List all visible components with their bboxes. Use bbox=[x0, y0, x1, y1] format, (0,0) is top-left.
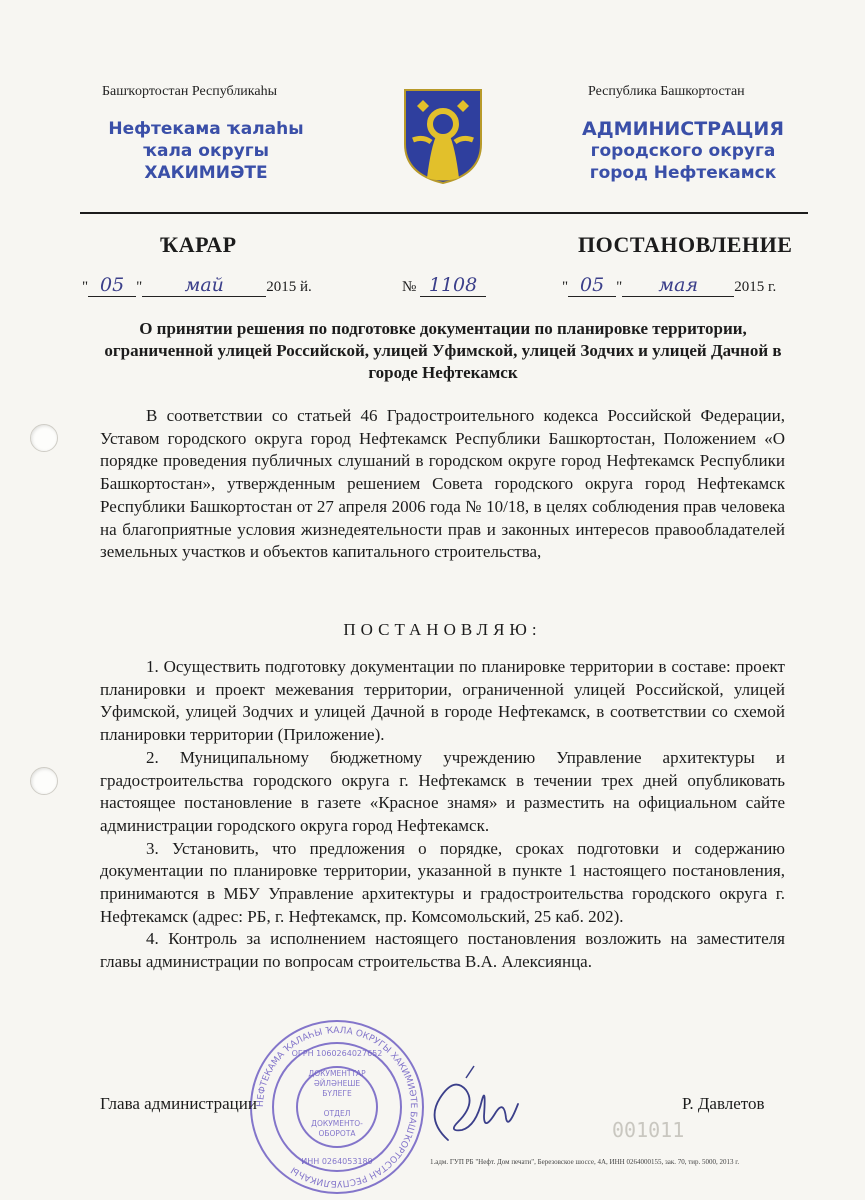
signature-name: Р. Давлетов bbox=[682, 1094, 765, 1113]
faint-number-mark: 001011 bbox=[612, 1118, 685, 1142]
svg-text:ОТДЕЛ: ОТДЕЛ bbox=[323, 1109, 351, 1118]
decree-items bbox=[100, 656, 785, 974]
date-right-day: 05 bbox=[568, 274, 616, 297]
date-left-month: май bbox=[142, 274, 266, 297]
list-item: 3. Установить, что предложения о порядке, сроках подготовки и содержанию документации по планировке территории, указанной в пункте 1 настоящего постановления, принимаются в МБУ Управление архитектуры и градостроительства городского округа г. Нефтекамск (адрес: РБ, г. Нефтекамск, пр. Комсомольский, 25 каб. 202). bbox=[100, 838, 785, 926]
date-left: " 05 " май 2015 й. bbox=[82, 274, 312, 296]
svg-text:ӘЙЛӘНЕШЕ: ӘЙЛӘНЕШЕ bbox=[313, 1079, 361, 1088]
number-value: 1108 bbox=[420, 274, 486, 297]
coat-of-arms-emblem bbox=[401, 86, 485, 186]
handwritten-signature bbox=[418, 1060, 528, 1150]
title-postanovlenie: ПОСТАНОВЛЕНИЕ bbox=[578, 232, 793, 257]
svg-text:ИНН 0264053189: ИНН 0264053189 bbox=[301, 1157, 373, 1166]
date-left-year: 2015 й. bbox=[266, 279, 312, 295]
date-right-year: 2015 г. bbox=[734, 279, 777, 295]
svg-text:ДОКУМЕНТО-: ДОКУМЕНТО- bbox=[311, 1119, 363, 1128]
stamp-ring-text: НЕФТЕКАМА ҠАЛАҺЫ ҠАЛА ОКРУГЫ ХАКИМИӘТЕ БАШҠОРТОСТАН РЕСПУБЛИКАҺЫ bbox=[255, 1025, 419, 1189]
title-karar: ҠАРАР bbox=[160, 232, 237, 257]
list-item: 4. Контроль за исполнением настоящего постановления возложить на заместителя главы администрации по вопросам строительства В.А. Алексиянца. bbox=[100, 929, 785, 972]
punch-hole-bottom bbox=[30, 767, 58, 795]
svg-text:ОБОРОТА: ОБОРОТА bbox=[318, 1129, 356, 1138]
svg-text:БҮЛЕГЕ: БҮЛЕГЕ bbox=[322, 1089, 352, 1098]
punch-hole-top bbox=[30, 424, 58, 452]
document-title: О принятии решения по подготовке документации по планировке территории, ограниченной улицей Российской, улицей Уфимской, улицей Зодчих и улицей Дачной в городе Нефтекамск bbox=[104, 319, 782, 382]
signature-position: Глава администрации bbox=[100, 1094, 257, 1113]
right-caption: Республика Башкортостан bbox=[588, 84, 745, 99]
print-footer: 1.адм. ГУП РБ "Нефт. Дом печати", Березовское шоссе, 4А, ИНН 0264000155, зак. 70, тир. 5000, 2013 г. bbox=[430, 1158, 740, 1166]
decree-heading: ПОСТАНОВЛЯЮ: bbox=[343, 620, 542, 639]
document-number bbox=[402, 274, 486, 297]
right-org-name: АДМИНИСТРАЦИЯ городского округа город Нефтекамск bbox=[582, 118, 784, 183]
svg-text:ДОКУМЕНТТАР: ДОКУМЕНТТАР bbox=[308, 1069, 366, 1078]
list-item: 2. Муниципальному бюджетному учреждению Управление архитектуры и градостроительства городского округа г. Нефтекамск в течении трех дней опубликовать настоящее постановление в газете «Красное знамя» и разместить на официальном сайте администрации городского округа город Нефтекамск. bbox=[100, 747, 785, 835]
number-label: № bbox=[402, 279, 417, 295]
preamble bbox=[100, 405, 785, 564]
date-left-day: 05 bbox=[88, 274, 136, 297]
date-right: " 05 " мая 2015 г. bbox=[562, 274, 777, 296]
header-divider bbox=[80, 212, 808, 214]
left-org-name: Нефтекама ҡалаһы ҡала округы ХАКИМИӘТЕ bbox=[108, 119, 304, 183]
svg-text:ОГРН 1060264027652: ОГРН 1060264027652 bbox=[291, 1049, 383, 1058]
left-caption: Башҡортостан Республикаһы bbox=[102, 84, 278, 99]
list-item: 1. Осуществить подготовку документации по планировке территории в составе: проект планировки и проект межевания территории, ограниченной улицей Российской, улицей Уфимской, улицей Зодчих и улицей Дачной в городе Нефтекамск, в соответствии со схемой планировки территории (Приложение). bbox=[100, 657, 785, 745]
preamble-text: В соответствии со статьей 46 Градостроительного кодекса Российской Федерации, Уставом городского округа город Нефтекамск Республики Башкортостан, Положением «О порядке проведения публичных слушаний в городском округе город Нефтекамск Республики Башкортостан», утвержденным решением Совета городского округа город Нефтекамск Республики Башкортостан от 27 апреля 2006 года № 10/18, в целях соблюдения прав человека на благоприятные условия жизнедеятельности прав и законных интересов правообладателей земельных участков и объектов капитального строительства, bbox=[100, 406, 785, 562]
official-stamp bbox=[248, 1018, 426, 1196]
date-right-month: мая bbox=[622, 274, 734, 297]
